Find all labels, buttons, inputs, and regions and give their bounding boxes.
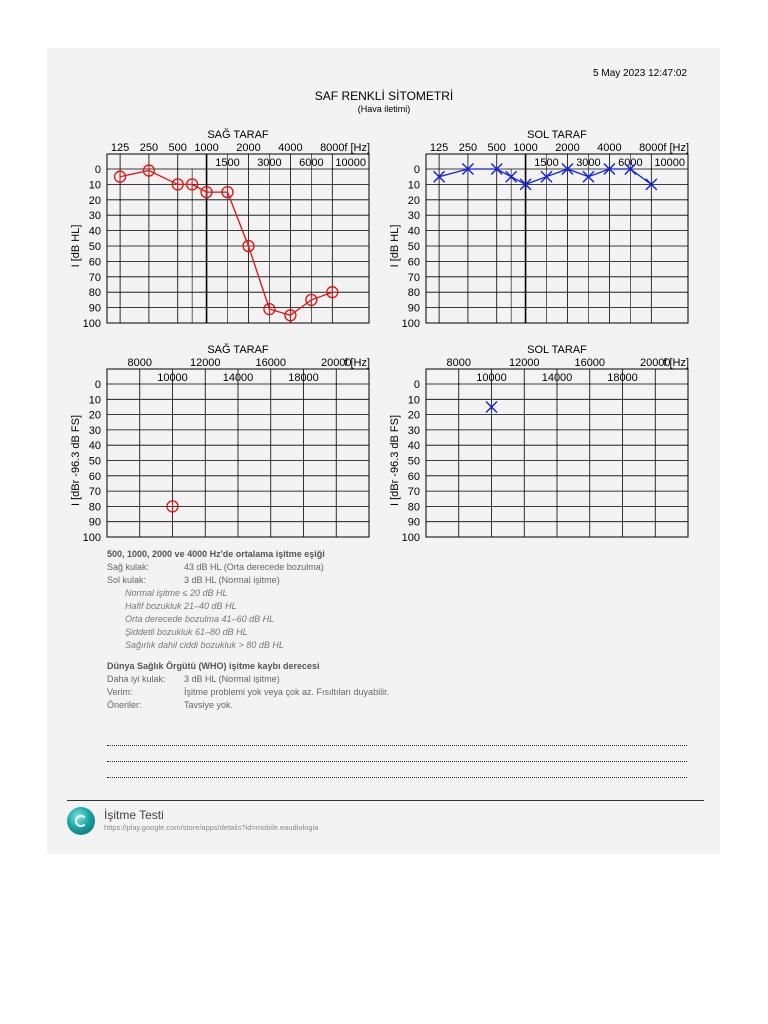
y-tick-label: 80: [88, 287, 101, 300]
report-subtitle: (Hava iletimi): [357, 104, 411, 114]
x-tick-label: 125: [110, 142, 130, 154]
y-tick-label: 10: [407, 394, 420, 407]
x-tick-label: 250: [139, 142, 159, 154]
x-tick-label: 12000: [508, 357, 540, 369]
grade-legend-item: Şiddetli bozukluk 61–80 dB HL: [125, 627, 248, 637]
x-tick-label: 6000: [618, 157, 643, 169]
y-tick-label: 60: [88, 256, 101, 269]
y-tick-label: 80: [88, 501, 101, 514]
grade-legend-item: Hafif bozukluk 21–40 dB HL: [125, 601, 237, 611]
x-tick-label: 1500: [215, 157, 240, 169]
x-tick-label: 14000: [541, 372, 573, 384]
x-tick-label: 8000: [639, 142, 664, 154]
x-tick-label: 16000: [574, 357, 606, 369]
better-ear-label: Daha iyi kulak:: [107, 674, 166, 684]
right-ear-value: 43 dB HL (Orta derecede bozulma): [184, 562, 324, 572]
y-axis-label: I [dBr -96.3 dB FS]: [70, 414, 82, 507]
y-tick-label: 90: [407, 302, 420, 315]
x-tick-label: 16000: [255, 357, 287, 369]
y-tick-label: 30: [407, 424, 420, 437]
x-tick-label: 12000: [189, 357, 221, 369]
y-tick-label: 40: [88, 440, 101, 453]
x-tick-label: 14000: [222, 372, 254, 384]
chart-title: SOL TARAF: [527, 344, 587, 356]
report-date: 5 May 2023 12:47:02: [593, 68, 687, 79]
x-tick-label: 10000: [654, 157, 685, 169]
chart-title: SOL TARAF: [527, 129, 587, 141]
x-tick-label: 500: [487, 142, 506, 154]
app-name: İşitme Testi: [104, 808, 164, 822]
x-tick-label: 1000: [513, 142, 538, 154]
y-axis-label: I [dBr -96.3 dB FS]: [389, 414, 401, 507]
x-tick-label: 4000: [278, 142, 303, 154]
x-tick-label: 3000: [257, 157, 282, 169]
x-tick-label: 6000: [299, 157, 324, 169]
recommendation-value: Tavsiye yok.: [184, 700, 234, 710]
y-tick-label: 10: [407, 179, 420, 192]
y-tick-label: 50: [88, 241, 101, 253]
y-tick-label: 30: [407, 210, 420, 223]
report-title: SAF RENKLİ SİTOMETRİ: [314, 89, 454, 103]
x-axis-label: f [Hz]: [344, 142, 370, 154]
y-tick-label: 10: [88, 179, 101, 192]
chart-title: SAĞ TARAF: [207, 129, 269, 141]
y-tick-label: 50: [407, 455, 420, 468]
grade-legend-item: Sağırlık dahil ciddi bozukluk > 80 dB HL: [125, 640, 284, 650]
y-tick-label: 0: [94, 379, 101, 391]
grade-legend-item: Normal işitme ≤ 20 dB HL: [125, 588, 228, 598]
y-tick-label: 30: [88, 210, 101, 223]
y-tick-label: 50: [407, 241, 420, 253]
x-tick-label: 2000: [555, 142, 580, 154]
x-tick-label: 2000: [236, 142, 261, 154]
y-tick-label: 80: [407, 287, 420, 300]
y-tick-label: 30: [88, 424, 101, 437]
left-ear-value: 3 dB HL (Normal işitme): [184, 575, 280, 585]
notes-line: [107, 761, 687, 762]
y-tick-label: 40: [407, 440, 420, 453]
y-tick-label: 70: [88, 271, 101, 284]
x-axis-label: f [Hz]: [663, 357, 689, 369]
grade-legend-item: Orta derecede bozulma 41–60 dB HL: [125, 614, 275, 624]
y-tick-label: 20: [88, 194, 101, 207]
x-tick-label: 8000: [127, 357, 152, 369]
right-ear-label: Sağ kulak:: [107, 562, 150, 572]
efficiency-label: Verim:: [107, 687, 133, 697]
y-tick-label: 40: [88, 225, 101, 238]
recommendation-label: Öneriler:: [107, 700, 142, 710]
y-tick-label: 50: [88, 455, 101, 468]
y-tick-label: 100: [82, 532, 101, 544]
x-tick-label: 20000: [320, 357, 352, 369]
notes-line: [107, 777, 687, 778]
y-tick-label: 10: [88, 394, 101, 407]
y-tick-label: 80: [407, 501, 420, 514]
y-tick-label: 100: [82, 318, 101, 330]
x-axis-label: f [Hz]: [344, 357, 370, 369]
x-tick-label: 10000: [476, 372, 507, 384]
x-tick-label: 18000: [288, 372, 319, 384]
hearing-summary: [107, 548, 390, 712]
x-tick-label: 1500: [534, 157, 559, 169]
y-tick-label: 100: [401, 318, 420, 330]
y-tick-label: 0: [413, 379, 420, 391]
left-ear-label: Sol kulak:: [107, 575, 147, 585]
chart-title: SAĞ TARAF: [207, 344, 269, 356]
x-tick-label: 250: [458, 142, 478, 154]
y-tick-label: 90: [407, 516, 420, 529]
y-axis-label: I [dB HL]: [389, 224, 401, 268]
x-tick-label: 8000: [320, 142, 345, 154]
app-logo-icon: [67, 807, 95, 835]
x-tick-label: 18000: [607, 372, 638, 384]
y-tick-label: 0: [413, 164, 420, 176]
better-ear-value: 3 dB HL (Normal işitme): [184, 674, 280, 684]
x-tick-label: 4000: [597, 142, 622, 154]
y-tick-label: 0: [94, 164, 101, 176]
y-tick-label: 90: [88, 516, 101, 529]
efficiency-value: İşitme problemi yok veya çok az. Fısıltıları duyabilir.: [184, 687, 390, 697]
who-heading: Dünya Sağlık Örgütü (WHO) işitme kaybı derecesi: [107, 661, 320, 671]
x-tick-label: 3000: [576, 157, 601, 169]
x-axis-label: f [Hz]: [663, 142, 689, 154]
y-tick-label: 60: [88, 470, 101, 483]
y-tick-label: 90: [88, 302, 101, 315]
y-tick-label: 70: [88, 486, 101, 499]
x-tick-label: 20000: [639, 357, 671, 369]
y-tick-label: 70: [407, 271, 420, 284]
x-tick-label: 10000: [157, 372, 188, 384]
y-tick-label: 60: [407, 256, 420, 269]
y-tick-label: 100: [401, 532, 420, 544]
y-axis-label: I [dB HL]: [70, 224, 82, 268]
y-tick-label: 20: [407, 409, 420, 422]
x-tick-label: 1000: [194, 142, 219, 154]
x-tick-label: 500: [168, 142, 187, 154]
x-tick-label: 125: [429, 142, 449, 154]
footer-divider: [67, 800, 704, 801]
x-tick-label: 8000: [446, 357, 471, 369]
summary-heading: 500, 1000, 2000 ve 4000 Hz'de ortalama işitme eşiği: [107, 549, 325, 559]
y-tick-label: 20: [88, 409, 101, 422]
y-tick-label: 60: [407, 470, 420, 483]
notes-line: [107, 745, 687, 746]
chart-frame: [426, 154, 688, 323]
y-tick-label: 70: [407, 486, 420, 499]
app-url[interactable]: https://play.google.com/store/apps/details?id=mobile.eaudiologia: [104, 823, 319, 832]
y-tick-label: 40: [407, 225, 420, 238]
x-tick-label: 10000: [335, 157, 366, 169]
series-line: [120, 171, 332, 316]
y-tick-label: 20: [407, 194, 420, 207]
